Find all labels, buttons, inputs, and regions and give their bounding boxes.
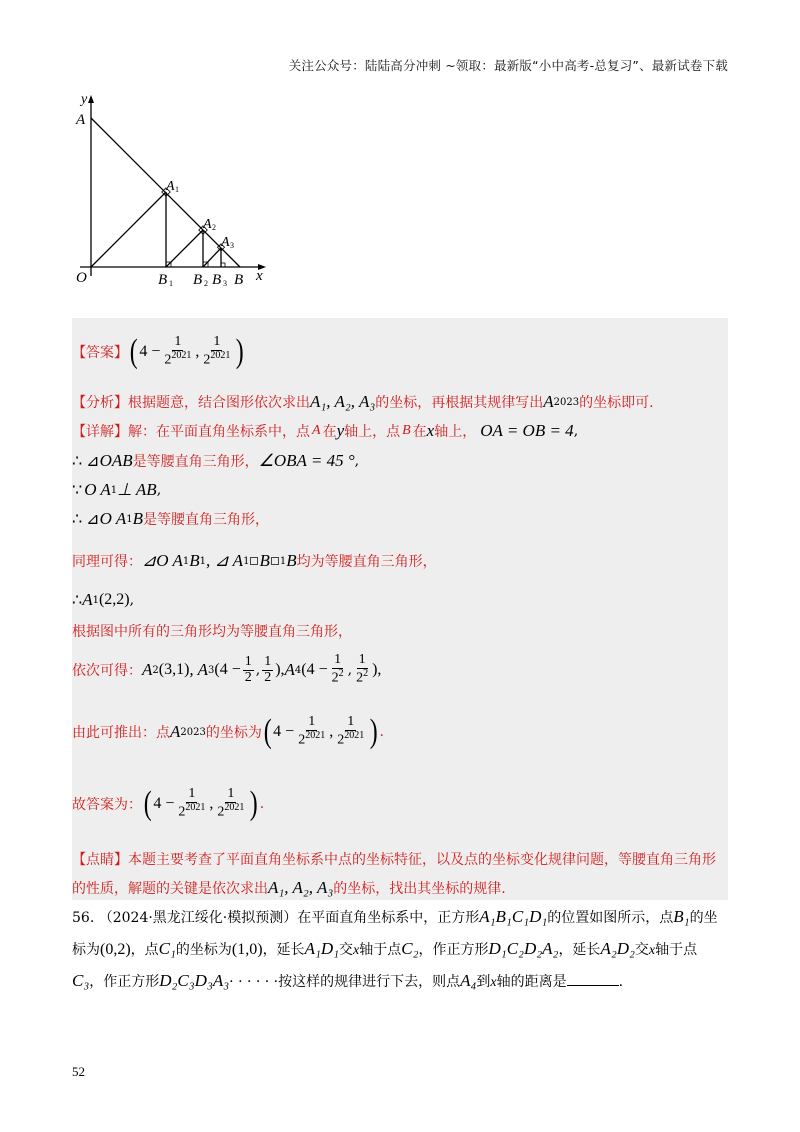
question-56-line-3: C₃，作正方形D₂C₃D₃A₃· · · · · ·按这样的规律进行下去，则点A₄到x轴的距离是 . xyxy=(72,971,624,990)
detail-line: 【详解】 解：在平面直角坐标系中，点 A 在 y 轴上，点 B 在 x 轴上， OA = OB = 4 , xyxy=(72,421,579,440)
label-B3-sub: 3 xyxy=(223,279,227,288)
label-A3: A xyxy=(221,235,230,250)
question-56-line-2: 标为(0,2)，点C₁的坐标为(1,0)，延长A₁D₁交x轴于点C₂，作正方形D₁C₂D₂A₂，延长A₂D₂交x轴于点 xyxy=(72,939,698,958)
label-B: B xyxy=(234,272,244,288)
segment-B1A2 xyxy=(166,230,203,267)
comment-line-1: 【点睛】 本题主要考查了平面直角坐标系中点的坐标特征，以及点的坐标变化规律问题，等腰直角三角形 xyxy=(72,852,716,868)
page-number: 52 xyxy=(72,1064,85,1079)
answer-frac-1: $\frac{1}{2^{2021}}$ xyxy=(164,334,192,368)
analysis-line: 【分析】 根据题意，结合图形依次求出 A₁, A₂, A₃ 的坐标，再根据其规律写出 A 2023 的坐标即可. xyxy=(72,392,654,411)
label-x: x xyxy=(256,268,263,284)
answer-tag: 【答案】 xyxy=(72,345,128,361)
step-5: ∴ A 1 (2,2) , xyxy=(72,590,135,609)
label-A1-sub: 1 xyxy=(175,185,179,194)
y-axis-arrow xyxy=(88,95,94,103)
label-A1: A xyxy=(166,179,175,194)
step-2: ∵ O A 1 ⊥ AB , xyxy=(72,480,162,499)
segment-B2A3 xyxy=(203,248,221,267)
step-3: ∴ ⊿ O A 1 B 是等腰直角三角形， xyxy=(72,509,269,528)
label-B2-sub: 2 xyxy=(204,279,208,288)
label-B1-sub: 1 xyxy=(169,279,173,288)
step-7: 依次可得： A 2 (3,1) , A 3 (4 − $\frac{1}{2}$ , $\frac{1}{2}$ ), A 4 (4 − $\frac{1}{2^2}$ , $\frac{1}{2^2}$ ), xyxy=(72,652,382,686)
label-B2: B xyxy=(193,272,203,288)
paren-close: ) xyxy=(236,333,244,370)
comment-line-2: 的性质，解题的关键是依次求出 A₁, A₂, A₃ 的坐标，找出其坐标的规律. xyxy=(72,878,506,897)
geometry-figure xyxy=(72,90,282,290)
answer-blank[interactable] xyxy=(567,971,619,986)
step-4: 同理可得： ⊿O A 1 B 1 , ⊿ A 1 B 1 B 均为等腰直角三角形， xyxy=(72,551,437,570)
paren-open: ( xyxy=(129,333,138,370)
label-A: A xyxy=(76,112,86,128)
label-y: y xyxy=(81,92,88,107)
label-O: O xyxy=(76,270,87,286)
page-header: 关注公众号：陆陆高分冲刺 ~领取：最新版“小中高考-总复习”、最新试卷下载 xyxy=(288,58,728,73)
question-56-line-1: 56. （2024·黑龙江绥化·模拟预测）在平面直角坐标系中，正方形A₁B₁C₁D₁的位置如图所示，点B₁的坐 xyxy=(72,907,718,926)
placeholder-box xyxy=(250,557,258,565)
label-A2-sub: 2 xyxy=(212,223,216,232)
placeholder-box xyxy=(271,557,279,565)
segment-OA1 xyxy=(91,192,166,267)
label-A2: A xyxy=(203,217,212,232)
step-9: 故答案为： ( 4 − $\frac{1}{2^{2021}}$ , $\frac{1}{2^{2021}}$ ) . xyxy=(72,785,265,822)
label-A3-sub: 3 xyxy=(230,241,234,250)
label-B1: B xyxy=(158,272,168,288)
answer-line: 【答案】 ( 4 − $\frac{1}{2^{2021}}$ , $\frac{1}{2^{2021}}$ ) xyxy=(72,333,244,370)
label-B3: B xyxy=(212,272,222,288)
answer-expr: 4 − xyxy=(139,343,161,360)
step-1: ∴ ⊿ OAB 是等腰直角三角形， ∠OBA = 45 ° , xyxy=(72,451,360,470)
answer-frac-2: $\frac{1}{2^{2021}}$ xyxy=(203,334,231,368)
step-6: 根据图中所有的三角形均为等腰直角三角形， xyxy=(72,624,352,640)
step-8: 由此可推出：点 A 2023 的坐标为 ( 4 − $\frac{1}{2^{2021}}$ , $\frac{1}{2^{2021}}$ ) . xyxy=(72,713,384,750)
